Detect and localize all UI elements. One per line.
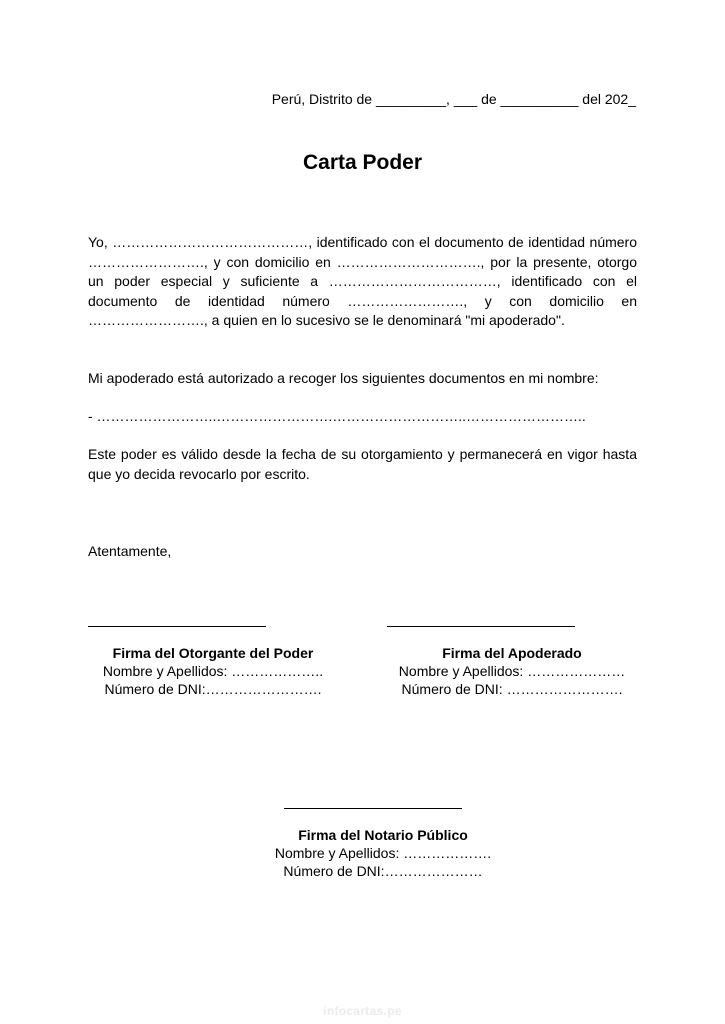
closing-text: Atentamente, [88, 543, 172, 559]
attorney-signature-title: Firma del Apoderado [442, 645, 582, 661]
attorney-signature-block [388, 644, 636, 698]
authorization-paragraph: Mi apoderado está autorizado a recoger los siguientes documentos en mi nombre: [88, 370, 599, 386]
documents-list-item: - ……………………..…………………….………………………..…………………….. [88, 408, 586, 424]
document-title: Carta Poder [302, 151, 423, 174]
notary-name-line: Nombre y Apellidos: ………………. [274, 845, 492, 861]
notary-dni-line: Número de DNI:………………… [283, 863, 483, 879]
validity-paragraph: Este poder es válido desde la fecha de su otorgamiento y permanecerá en vigor hasta que yo decida revocarlo por escrito. [88, 446, 637, 482]
grant-paragraph: Yo, ……………………………………, identificado con el documento de identidad número ……………………., y con domicilio en …………………………., por la presente, otorgo un poder especial y suficiente a ………………………………, identificado con el documento de identidad número ……………………., y con domicilio en ……………………., a quien en lo sucesivo se le denominará "mi apoderado". [88, 234, 637, 328]
attorney-signature-line [387, 626, 575, 627]
grantor-signature-line [88, 626, 266, 627]
watermark: infocartas.pe [323, 1004, 402, 1018]
grantor-dni-line: Número de DNI:……………………. [104, 681, 322, 697]
grantor-signature-block [88, 644, 338, 698]
date-line: Perú, Distrito de _________, ___ de __________ del 202_ [271, 91, 636, 107]
attorney-name-line: Nombre y Apellidos: ………………… [398, 663, 626, 679]
attorney-dni-line: Número de DNI: ……………………. [401, 681, 623, 697]
grantor-signature-title: Firma del Otorgante del Poder [112, 645, 314, 661]
notary-signature-title: Firma del Notario Público [298, 827, 468, 843]
notary-signature-line [284, 808, 462, 809]
notary-signature-block [258, 826, 508, 880]
grantor-name-line: Nombre y Apellidos: ……………….. [102, 663, 324, 679]
